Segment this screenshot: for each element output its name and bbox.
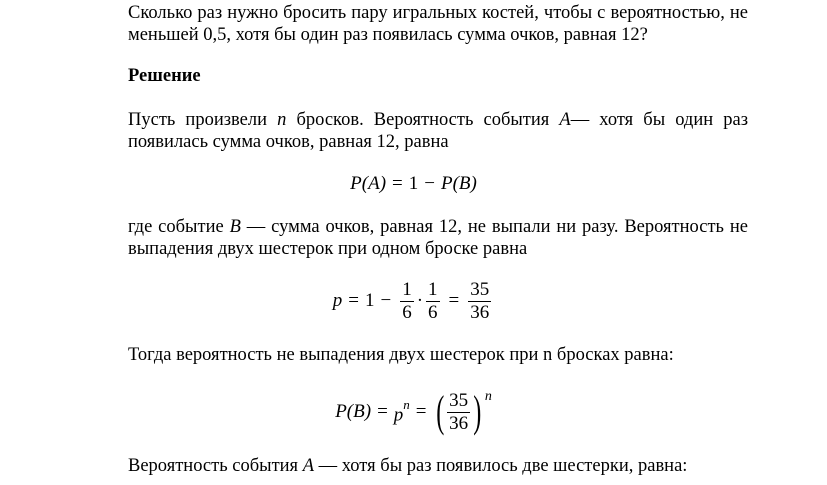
fraction-35-36 xyxy=(468,280,491,323)
formula-p-a xyxy=(0,171,827,197)
equals-sign: = xyxy=(415,401,427,422)
right-parenthesis: ) xyxy=(473,387,482,436)
exponent: n xyxy=(403,396,410,412)
formula-term: P(B) xyxy=(440,173,477,194)
problem-line-2: меньшей 0,5, хотя бы один раз появилась сумма очков, равная 12? xyxy=(128,25,648,45)
paragraph-4 xyxy=(128,455,748,477)
minus-sign: − xyxy=(424,173,435,194)
problem-line-1: Сколько раз нужно бросить пару игральных костей, чтобы с вероятностью, не xyxy=(128,3,748,23)
equals-sign: = xyxy=(377,401,388,422)
paragraph-3-line-1: Тогда вероятность не выпадения двух шестерок при n бросках равна: xyxy=(128,345,674,365)
formula-p-expression xyxy=(333,280,494,323)
text-span: — сумма очков, равная 12, не выпали ни разу. Вероятность не xyxy=(240,217,748,237)
text-span: — хотя бы один раз xyxy=(570,110,748,130)
numerator: 1 xyxy=(402,278,412,300)
denominator: 36 xyxy=(470,301,490,323)
denominator: 6 xyxy=(402,301,412,323)
left-parenthesis: ( xyxy=(435,387,444,436)
formula-term: p xyxy=(332,290,343,311)
variable-b: B xyxy=(229,217,241,237)
formula-p-b-power-expression xyxy=(335,387,492,436)
variable-n: n xyxy=(277,110,287,130)
multiply-dot: · xyxy=(416,290,424,311)
denominator: 36 xyxy=(449,412,469,434)
paragraph-2-line-1 xyxy=(128,216,748,238)
numerator: 35 xyxy=(470,278,490,300)
variable-a: A xyxy=(559,110,571,130)
paragraph-1 xyxy=(128,109,748,153)
paragraph-1-line-1 xyxy=(128,109,748,131)
solution-heading: Решение xyxy=(128,66,201,86)
formula-p xyxy=(0,274,827,328)
text-span: — хотя бы раз появилось две шестерки, равна: xyxy=(314,456,688,476)
formula-term: P(A) xyxy=(350,173,387,194)
formula-term: 1 xyxy=(408,173,419,194)
equals-sign: = xyxy=(392,173,403,194)
exponent: n xyxy=(484,389,492,404)
base: p xyxy=(393,404,404,426)
paragraph-4-line-1 xyxy=(128,455,748,477)
fraction-one-sixth xyxy=(400,280,414,323)
formula-p-b-power xyxy=(0,384,827,440)
fraction-one-sixth xyxy=(426,280,440,323)
denominator: 6 xyxy=(428,301,438,323)
equals-sign: = xyxy=(348,290,359,311)
formula-p-a-expression xyxy=(350,173,477,195)
paragraph-3 xyxy=(128,344,748,366)
power-term xyxy=(394,398,410,426)
text-span: Вероятность события xyxy=(128,456,303,476)
problem-statement xyxy=(128,2,748,46)
paragraph-2-line-2: выпадения двух шестерок при одном броске равна xyxy=(128,239,528,259)
equals-sign: = xyxy=(448,290,460,311)
minus-sign: − xyxy=(380,290,392,311)
variable-a: A xyxy=(302,456,314,476)
text-span: где событие xyxy=(128,217,230,237)
formula-term: 1 xyxy=(364,290,375,311)
numerator: 1 xyxy=(428,278,438,300)
numerator: 35 xyxy=(449,389,469,411)
paragraph-2 xyxy=(128,216,748,260)
formula-term: P(B) xyxy=(335,401,372,422)
text-span: бросков. Вероятность события xyxy=(286,110,560,130)
fraction-35-36 xyxy=(447,391,470,434)
paragraph-1-line-2: появилась сумма очков, равная 12, равна xyxy=(128,132,449,152)
text-span: Пусть произвели xyxy=(128,110,278,130)
